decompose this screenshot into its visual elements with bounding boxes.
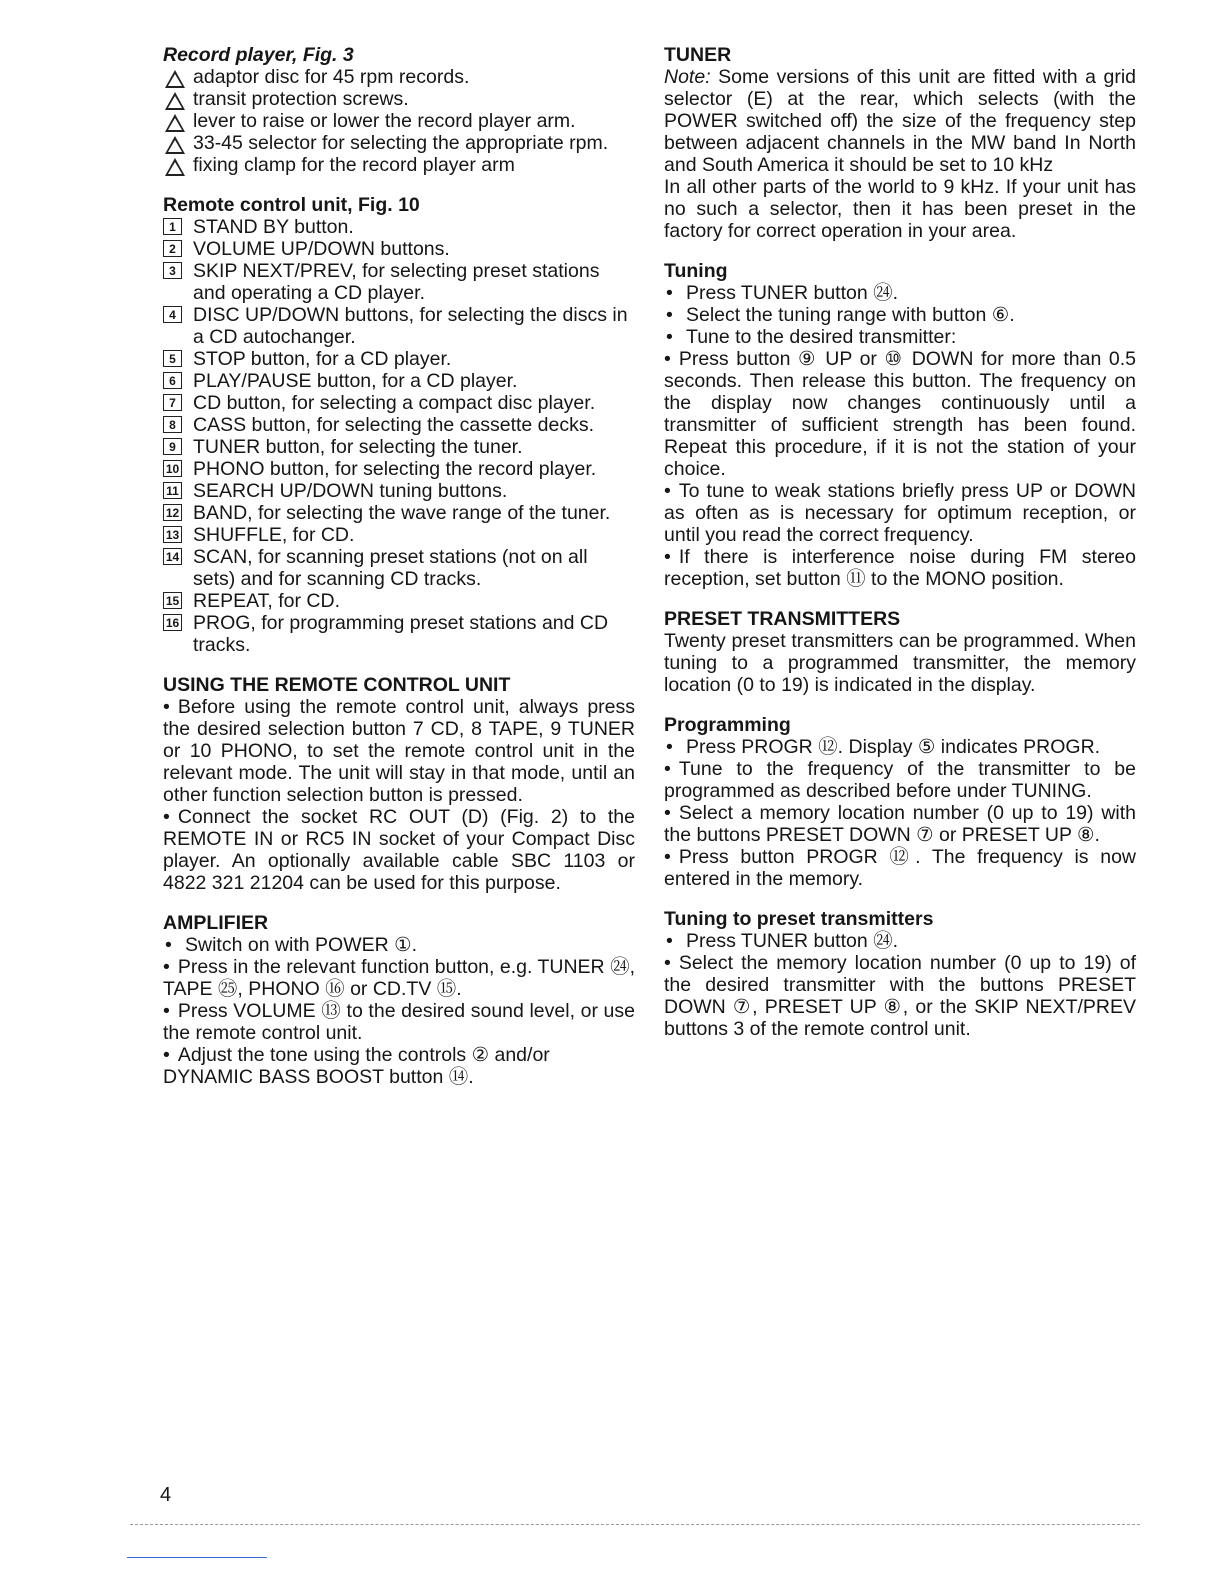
item-number-box: 9 bbox=[163, 438, 182, 455]
record-player-list bbox=[163, 66, 635, 176]
remote-control-item bbox=[163, 348, 635, 370]
remote-control-item-text: VOLUME UP/DOWN buttons. bbox=[193, 238, 450, 260]
warning-triangle-icon bbox=[163, 91, 185, 107]
amplifier-section bbox=[163, 912, 635, 1088]
record-player-item bbox=[163, 110, 635, 132]
item-number-box: 5 bbox=[163, 350, 182, 367]
item-number-box: 12 bbox=[163, 504, 182, 521]
tuning-preset-section bbox=[664, 908, 1136, 1040]
remote-control-item bbox=[163, 436, 635, 458]
remote-control-item-text: CD button, for selecting a compact disc player. bbox=[193, 392, 596, 414]
using-remote-heading: USING THE REMOTE CONTROL UNIT bbox=[163, 674, 511, 696]
page-number: 4 bbox=[160, 1484, 172, 1506]
remote-control-item-text: CASS button, for selecting the cassette decks. bbox=[193, 414, 595, 436]
amplifier-bullet: • Switch on with POWER ①. bbox=[163, 934, 635, 956]
remote-control-list bbox=[163, 216, 635, 656]
item-number-box: 11 bbox=[163, 482, 182, 499]
tuning-preset-heading: Tuning to preset transmitters bbox=[664, 908, 934, 930]
remote-control-heading: Remote control unit, Fig. 10 bbox=[163, 194, 420, 216]
record-player-item bbox=[163, 154, 635, 176]
programming-paragraph-3: • Press button PROGR ⑫. The frequency is now entered in the memory. bbox=[664, 846, 1136, 890]
using-remote-paragraph-2: • Connect the socket RC OUT (D) (Fig. 2) to the REMOTE IN or RC5 IN socket of your Compact Disc player. An optionally available cable SBC 1103 or 4822 321 21204 can be used for this purpose. bbox=[163, 806, 635, 894]
tuning-paragraph-2: • To tune to weak stations briefly press UP or DOWN as often as is necessary for optimum reception, or until you read the correct frequency. bbox=[664, 480, 1136, 546]
item-number-box: 7 bbox=[163, 394, 182, 411]
amplifier-heading: AMPLIFIER bbox=[163, 912, 269, 934]
tuner-section bbox=[664, 44, 1136, 242]
preset-body: Twenty preset transmitters can be programmed. When tuning to a programmed transmitter, the memory location (0 to 19) is indicated in the display. bbox=[664, 630, 1136, 696]
item-number-box: 15 bbox=[163, 592, 182, 609]
remote-control-item-text: TUNER button, for selecting the tuner. bbox=[193, 436, 523, 458]
programming-bullet: • Press PROGR ⑫. Display ⑤ indicates PROGR. bbox=[664, 736, 1136, 758]
warning-triangle-icon bbox=[163, 157, 185, 173]
record-player-item bbox=[163, 66, 635, 88]
left-column bbox=[163, 44, 635, 1106]
warning-triangle-icon bbox=[163, 69, 185, 85]
record-player-heading: Record player, Fig. 3 bbox=[163, 44, 354, 66]
remote-control-item-text: SKIP NEXT/PREV, for selecting preset stations and operating a CD player. bbox=[193, 260, 600, 304]
warning-triangle-icon bbox=[163, 135, 185, 151]
remote-control-item bbox=[163, 590, 635, 612]
tuner-heading: TUNER bbox=[664, 44, 732, 66]
remote-control-item-text: SEARCH UP/DOWN tuning buttons. bbox=[193, 480, 508, 502]
remote-control-item-text: PHONO button, for selecting the record player. bbox=[193, 458, 597, 480]
amplifier-bullet: • Press in the relevant function button, e.g. TUNER ㉔, TAPE ㉕, PHONO ⑯ or CD.TV ⑮. bbox=[163, 956, 635, 1000]
remote-control-item bbox=[163, 502, 635, 524]
record-player-item-text: transit protection screws. bbox=[193, 88, 409, 110]
remote-control-item bbox=[163, 304, 635, 348]
remote-control-item bbox=[163, 480, 635, 502]
remote-control-item-text: DISC UP/DOWN buttons, for selecting the discs in a CD autochanger. bbox=[193, 304, 628, 348]
preset-heading: PRESET TRANSMITTERS bbox=[664, 608, 901, 630]
warning-triangle-icon bbox=[163, 113, 185, 129]
remote-control-item-text: PROG, for programming preset stations and CD tracks. bbox=[193, 612, 609, 656]
item-number-box: 16 bbox=[163, 614, 182, 631]
remote-control-item-text: STOP button, for a CD player. bbox=[193, 348, 452, 370]
record-player-section bbox=[163, 44, 635, 176]
note-label: Note: bbox=[664, 66, 711, 88]
preset-section bbox=[664, 608, 1136, 696]
item-number-box: 2 bbox=[163, 240, 182, 257]
item-number-box: 4 bbox=[163, 306, 182, 323]
remote-control-item bbox=[163, 392, 635, 414]
using-remote-section bbox=[163, 674, 635, 894]
remote-control-item-text: STAND BY button. bbox=[193, 216, 354, 238]
tuning-paragraph-1: • Press button ⑨ UP or ⑩ DOWN for more than 0.5 seconds. Then release this button. The frequency on the display now changes continuously until a transmitter of sufficient strength has been found. Repeat this procedure, if it is not the station of your choice. bbox=[664, 348, 1136, 480]
tuning-paragraph-3: • If there is interference noise during FM stereo reception, set button ⑪ to the MONO position. bbox=[664, 546, 1136, 590]
right-column bbox=[664, 44, 1136, 1058]
remote-control-item bbox=[163, 370, 635, 392]
record-player-item-text: 33-45 selector for selecting the appropriate rpm. bbox=[193, 132, 609, 154]
tuning-bullet: • Press TUNER button ㉔. bbox=[664, 282, 1136, 304]
remote-control-item bbox=[163, 414, 635, 436]
tuning-preset-paragraph: • Select the memory location number (0 up to 19) of the desired transmitter with the buttons PRESET DOWN ⑦, PRESET UP ⑧, or the SKIP NEXT/PREV buttons 3 of the remote control unit. bbox=[664, 952, 1136, 1040]
tuning-bullet: • Tune to the desired transmitter: bbox=[664, 326, 1136, 348]
item-number-box: 13 bbox=[163, 526, 182, 543]
item-number-box: 1 bbox=[163, 218, 182, 235]
tuning-heading: Tuning bbox=[664, 260, 728, 282]
remote-control-item-text: PLAY/PAUSE button, for a CD player. bbox=[193, 370, 518, 392]
item-number-box: 14 bbox=[163, 548, 182, 565]
record-player-item-text: fixing clamp for the record player arm bbox=[193, 154, 515, 176]
tuning-preset-bullet: • Press TUNER button ㉔. bbox=[664, 930, 1136, 952]
tuner-note bbox=[664, 66, 1136, 176]
item-number-box: 3 bbox=[163, 262, 182, 279]
item-number-box: 10 bbox=[163, 460, 182, 477]
remote-control-section bbox=[163, 194, 635, 656]
amplifier-bullet: • Press VOLUME ⑬ to the desired sound level, or use the remote control unit. bbox=[163, 1000, 635, 1044]
programming-section bbox=[664, 714, 1136, 890]
programming-paragraph-2: • Select a memory location number (0 up to 19) with the buttons PRESET DOWN ⑦ or PRESET UP ⑧. bbox=[664, 802, 1136, 846]
remote-control-item bbox=[163, 524, 635, 546]
record-player-item bbox=[163, 88, 635, 110]
using-remote-paragraph-1: • Before using the remote control unit, always press the desired selection button 7 CD, 8 TAPE, 9 TUNER or 10 PHONO, to set the remote control unit in the relevant mode. The unit will stay in that mode, until an other function selection button is pressed. bbox=[163, 696, 635, 806]
item-number-box: 6 bbox=[163, 372, 182, 389]
remote-control-item bbox=[163, 216, 635, 238]
remote-control-item bbox=[163, 546, 635, 590]
remote-control-item bbox=[163, 458, 635, 480]
tuning-section bbox=[664, 260, 1136, 590]
remote-control-item-text: SCAN, for scanning preset stations (not on all sets) and for scanning CD tracks. bbox=[193, 546, 588, 590]
scan-artifact-line bbox=[130, 1524, 1140, 1531]
remote-control-item bbox=[163, 238, 635, 260]
remote-control-item bbox=[163, 612, 635, 656]
item-number-box: 8 bbox=[163, 416, 182, 433]
bottom-blue-rule bbox=[127, 1557, 267, 1558]
note-text: Some versions of this unit are fitted with a grid selector (E) at the rear, which selects (with the POWER switched off) the size of the frequency step between adjacent channels in the MW band In North and South America it should be set to 10 kHz bbox=[664, 66, 1136, 176]
tuner-body: In all other parts of the world to 9 kHz. If your unit has no such a selector, then it has been preset in the factory for correct operation in your area. bbox=[664, 176, 1136, 242]
programming-paragraph-1: • Tune to the frequency of the transmitter to be programmed as described before under TUNING. bbox=[664, 758, 1136, 802]
remote-control-item-text: BAND, for selecting the wave range of the tuner. bbox=[193, 502, 611, 524]
tuning-bullet: • Select the tuning range with button ⑥. bbox=[664, 304, 1136, 326]
programming-heading: Programming bbox=[664, 714, 791, 736]
remote-control-item-text: SHUFFLE, for CD. bbox=[193, 524, 355, 546]
remote-control-item-text: REPEAT, for CD. bbox=[193, 590, 341, 612]
amplifier-bullet: • Adjust the tone using the controls ② and/or DYNAMIC BASS BOOST button ⑭. bbox=[163, 1044, 635, 1088]
record-player-item-text: lever to raise or lower the record player arm. bbox=[193, 110, 576, 132]
remote-control-item bbox=[163, 260, 635, 304]
record-player-item-text: adaptor disc for 45 rpm records. bbox=[193, 66, 470, 88]
record-player-item bbox=[163, 132, 635, 154]
